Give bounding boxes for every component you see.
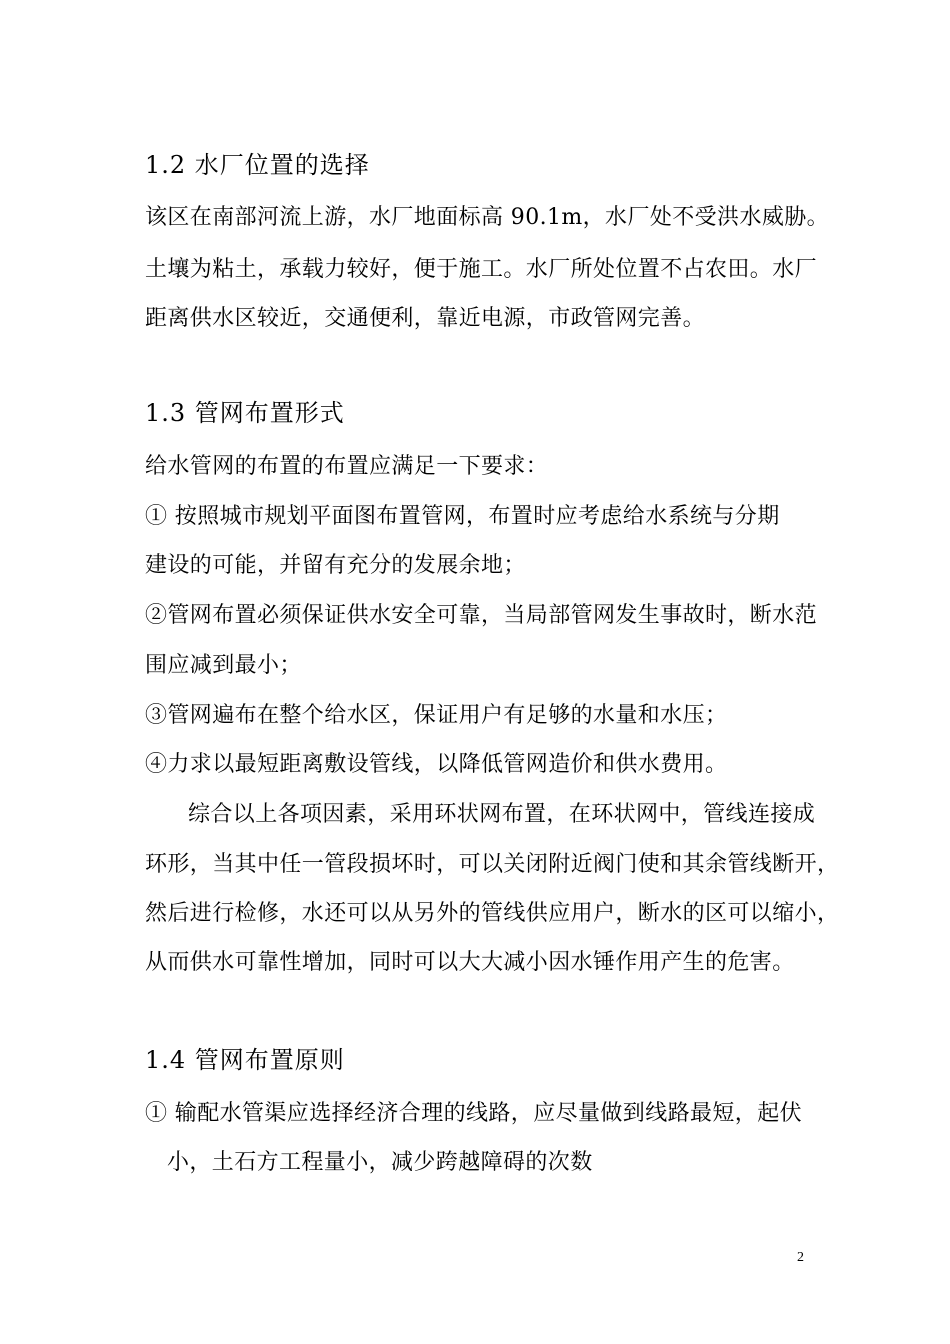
list-item-2-continued: 围应减到最小； — [145, 653, 302, 678]
list-item-1-continued: 小，土石方工程量小，减少跨越障碍的次数 — [167, 1150, 593, 1175]
paragraph-line: 从而供水可靠性增加，同时可以大大减小因水锤作用产生的危害。 — [145, 950, 795, 975]
list-item-3: ③管网遍布在整个给水区，保证用户有足够的水量和水压； — [145, 703, 728, 728]
paragraph-line: 综合以上各项因素，采用环状网布置，在环状网中，管线连接成 — [188, 802, 816, 827]
paragraph-line: 环形，当其中任一管段损坏时，可以关闭附近阀门使和其余管线断开， — [145, 852, 840, 877]
paragraph-line: 然后进行检修，水还可以从另外的管线供应用户，断水的区可以缩小， — [145, 901, 840, 926]
page-number: 2 — [797, 1250, 804, 1265]
list-item-4: ④力求以最短距离敷设管线，以降低管网造价和供水费用。 — [145, 752, 728, 777]
list-item-1: ① 按照城市规划平面图布置管网，布置时应考虑给水系统与分期 — [145, 504, 780, 529]
paragraph-line: 该区在南部河流上游，水厂地面标高 90.1m，水厂处不受洪水威胁。 — [145, 205, 830, 230]
paragraph-line: 给水管网的布置的布置应满足一下要求： — [145, 454, 549, 479]
list-item-1-continued: 建设的可能，并留有充分的发展余地； — [145, 553, 526, 578]
paragraph-line: 土壤为粘土，承载力较好，便于施工。水厂所处位置不占农田。水厂 — [145, 257, 818, 282]
section-heading-1-2: 1.2 水厂位置的选择 — [145, 151, 370, 179]
list-item-2: ②管网布置必须保证供水安全可靠，当局部管网发生事故时，断水范 — [145, 603, 818, 628]
list-item-1: ① 输配水管渠应选择经济合理的线路，应尽量做到线路最短，起伏 — [145, 1101, 802, 1126]
section-heading-1-4: 1.4 管网布置原则 — [145, 1046, 345, 1074]
section-heading-1-3: 1.3 管网布置形式 — [145, 399, 345, 427]
paragraph-line: 距离供水区较近，交通便利，靠近电源，市政管网完善。 — [145, 306, 706, 331]
